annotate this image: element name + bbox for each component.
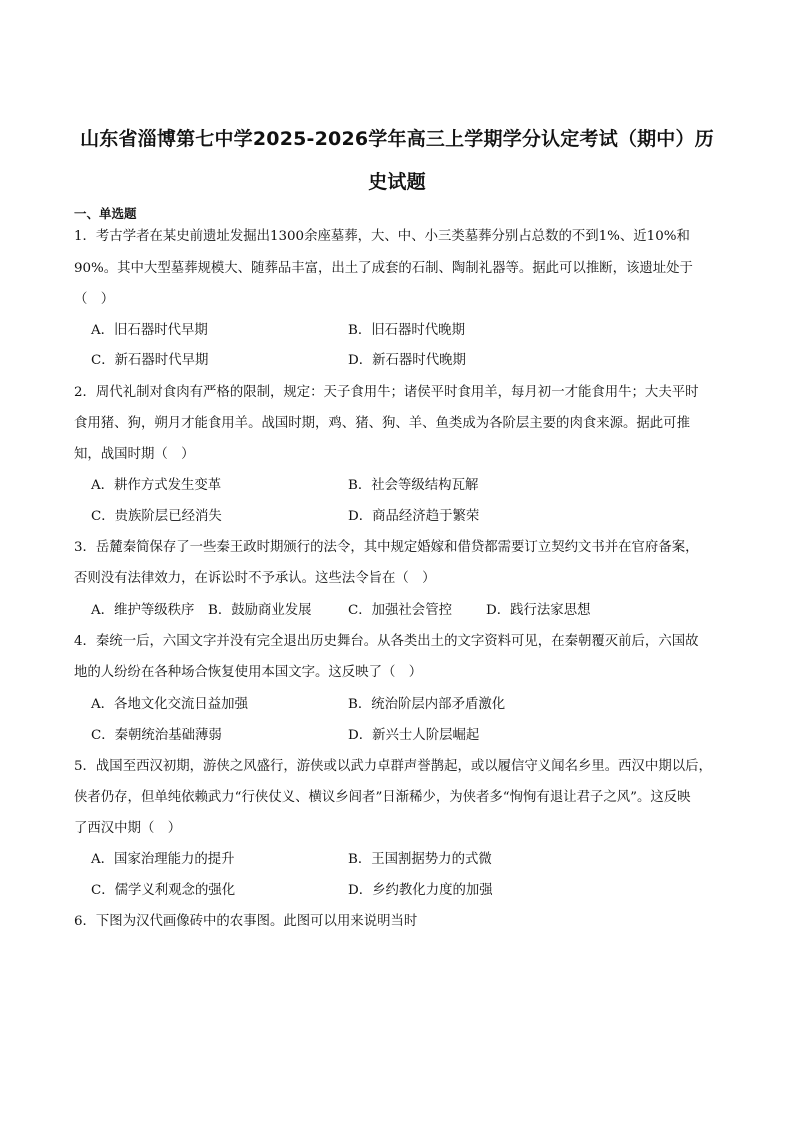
q1-option-b[interactable]: B．旧石器时代晚期 [348,323,465,338]
q1-text-line-2: 90%。其中大型墓葬规模大、随葬品丰富，出土了成套的石制、陶制礼器等。据此可以推断，该遗址处于 [74,261,693,276]
q2-option-c[interactable]: C．贵族阶层已经消失 [91,509,222,524]
q2-text-line-2: 食用猪、狗，朔月才能食用羊。战国时期，鸡、猪、狗、羊、鱼类成为各阶层主要的肉食来源。据此可推 [74,416,690,431]
q6-text-line-1: 6．下图为汉代画像砖中的农事图。此图可以用来说明当时 [74,914,418,929]
q5-text-line-3: 了西汉中期（ ） [74,821,182,836]
q2-option-b[interactable]: B．社会等级结构瓦解 [348,478,479,493]
q3-option-a[interactable]: A．维护等级秩序 [91,603,195,618]
q5-option-a[interactable]: A．国家治理能力的提升 [91,852,235,867]
q1-text-line-3: （ ） [74,292,115,307]
section-heading: 一、单选题 [74,206,137,221]
q4-option-a[interactable]: A．各地文化交流日益加强 [91,697,248,712]
q1-option-d[interactable]: D．新石器时代晚期 [348,353,466,368]
q3-option-d[interactable]: D．践行法家思想 [486,603,591,618]
exam-title-line-2: 史试题 [368,171,426,193]
q5-option-c[interactable]: C．儒学义利观念的强化 [91,883,236,898]
q4-option-d[interactable]: D．新兴士人阶层崛起 [348,728,480,743]
q1-text-line-1: 1．考古学者在某史前遗址发掘出1300余座墓葬，大、中、小三类墓葬分别占总数的不到1%、近10%和 [74,229,690,244]
q5-text-line-1: 5．战国至西汉初期，游侠之风盛行，游侠或以武力卓群声誉鹊起，或以履信守义闻名乡里。西汉中期以后， [74,759,712,774]
q3-option-c[interactable]: C．加强社会管控 [348,603,452,618]
q3-option-b[interactable]: B．鼓励商业发展 [208,603,312,618]
q4-option-b[interactable]: B．统治阶层内部矛盾激化 [348,697,506,712]
q4-text-line-2: 地的人纷纷在各种场合恢复使用本国文字。这反映了（ ） [74,665,423,680]
q4-text-line-1: 4．秦统一后，六国文字并没有完全退出历史舞台。从各类出土的文字资料可见，在秦朝覆灭前后，六国故 [74,634,699,649]
q2-text-line-1: 2．周代礼制对食肉有严格的限制，规定：天子食用牛；诸侯平时食用羊，每月初一才能食用牛；大夫平时 [74,385,699,400]
q2-text-line-3: 知，战国时期（ ） [74,447,195,462]
q3-text-line-1: 3．岳麓秦简保存了一些秦王政时期颁行的法令，其中规定婚嫁和借贷都需要订立契约文书并在官府备案， [74,540,699,555]
exam-title-line-1: 山东省淄博第七中学2025-2026学年高三上学期学分认定考试（期中）历 [80,128,714,150]
q2-option-d[interactable]: D．商品经济趋于繁荣 [348,509,480,524]
q5-option-d[interactable]: D．乡约教化力度的加强 [348,883,493,898]
q2-option-a[interactable]: A．耕作方式发生变革 [91,478,222,493]
q5-text-line-2: 侠者仍存，但单纯依赖武力“行侠仗义、横议乡闾者”日渐稀少，为侠者多“恂恂有退让君子之风”。这反映 [74,790,691,805]
q3-text-line-2: 否则没有法律效力，在诉讼时不予承认。这些法令旨在（ ） [74,571,436,586]
q5-option-b[interactable]: B．王国割据势力的式微 [348,852,492,867]
q4-option-c[interactable]: C．秦朝统治基础薄弱 [91,728,222,743]
q1-option-c[interactable]: C．新石器时代早期 [91,353,209,368]
q1-option-a[interactable]: A．旧石器时代早期 [91,323,208,338]
